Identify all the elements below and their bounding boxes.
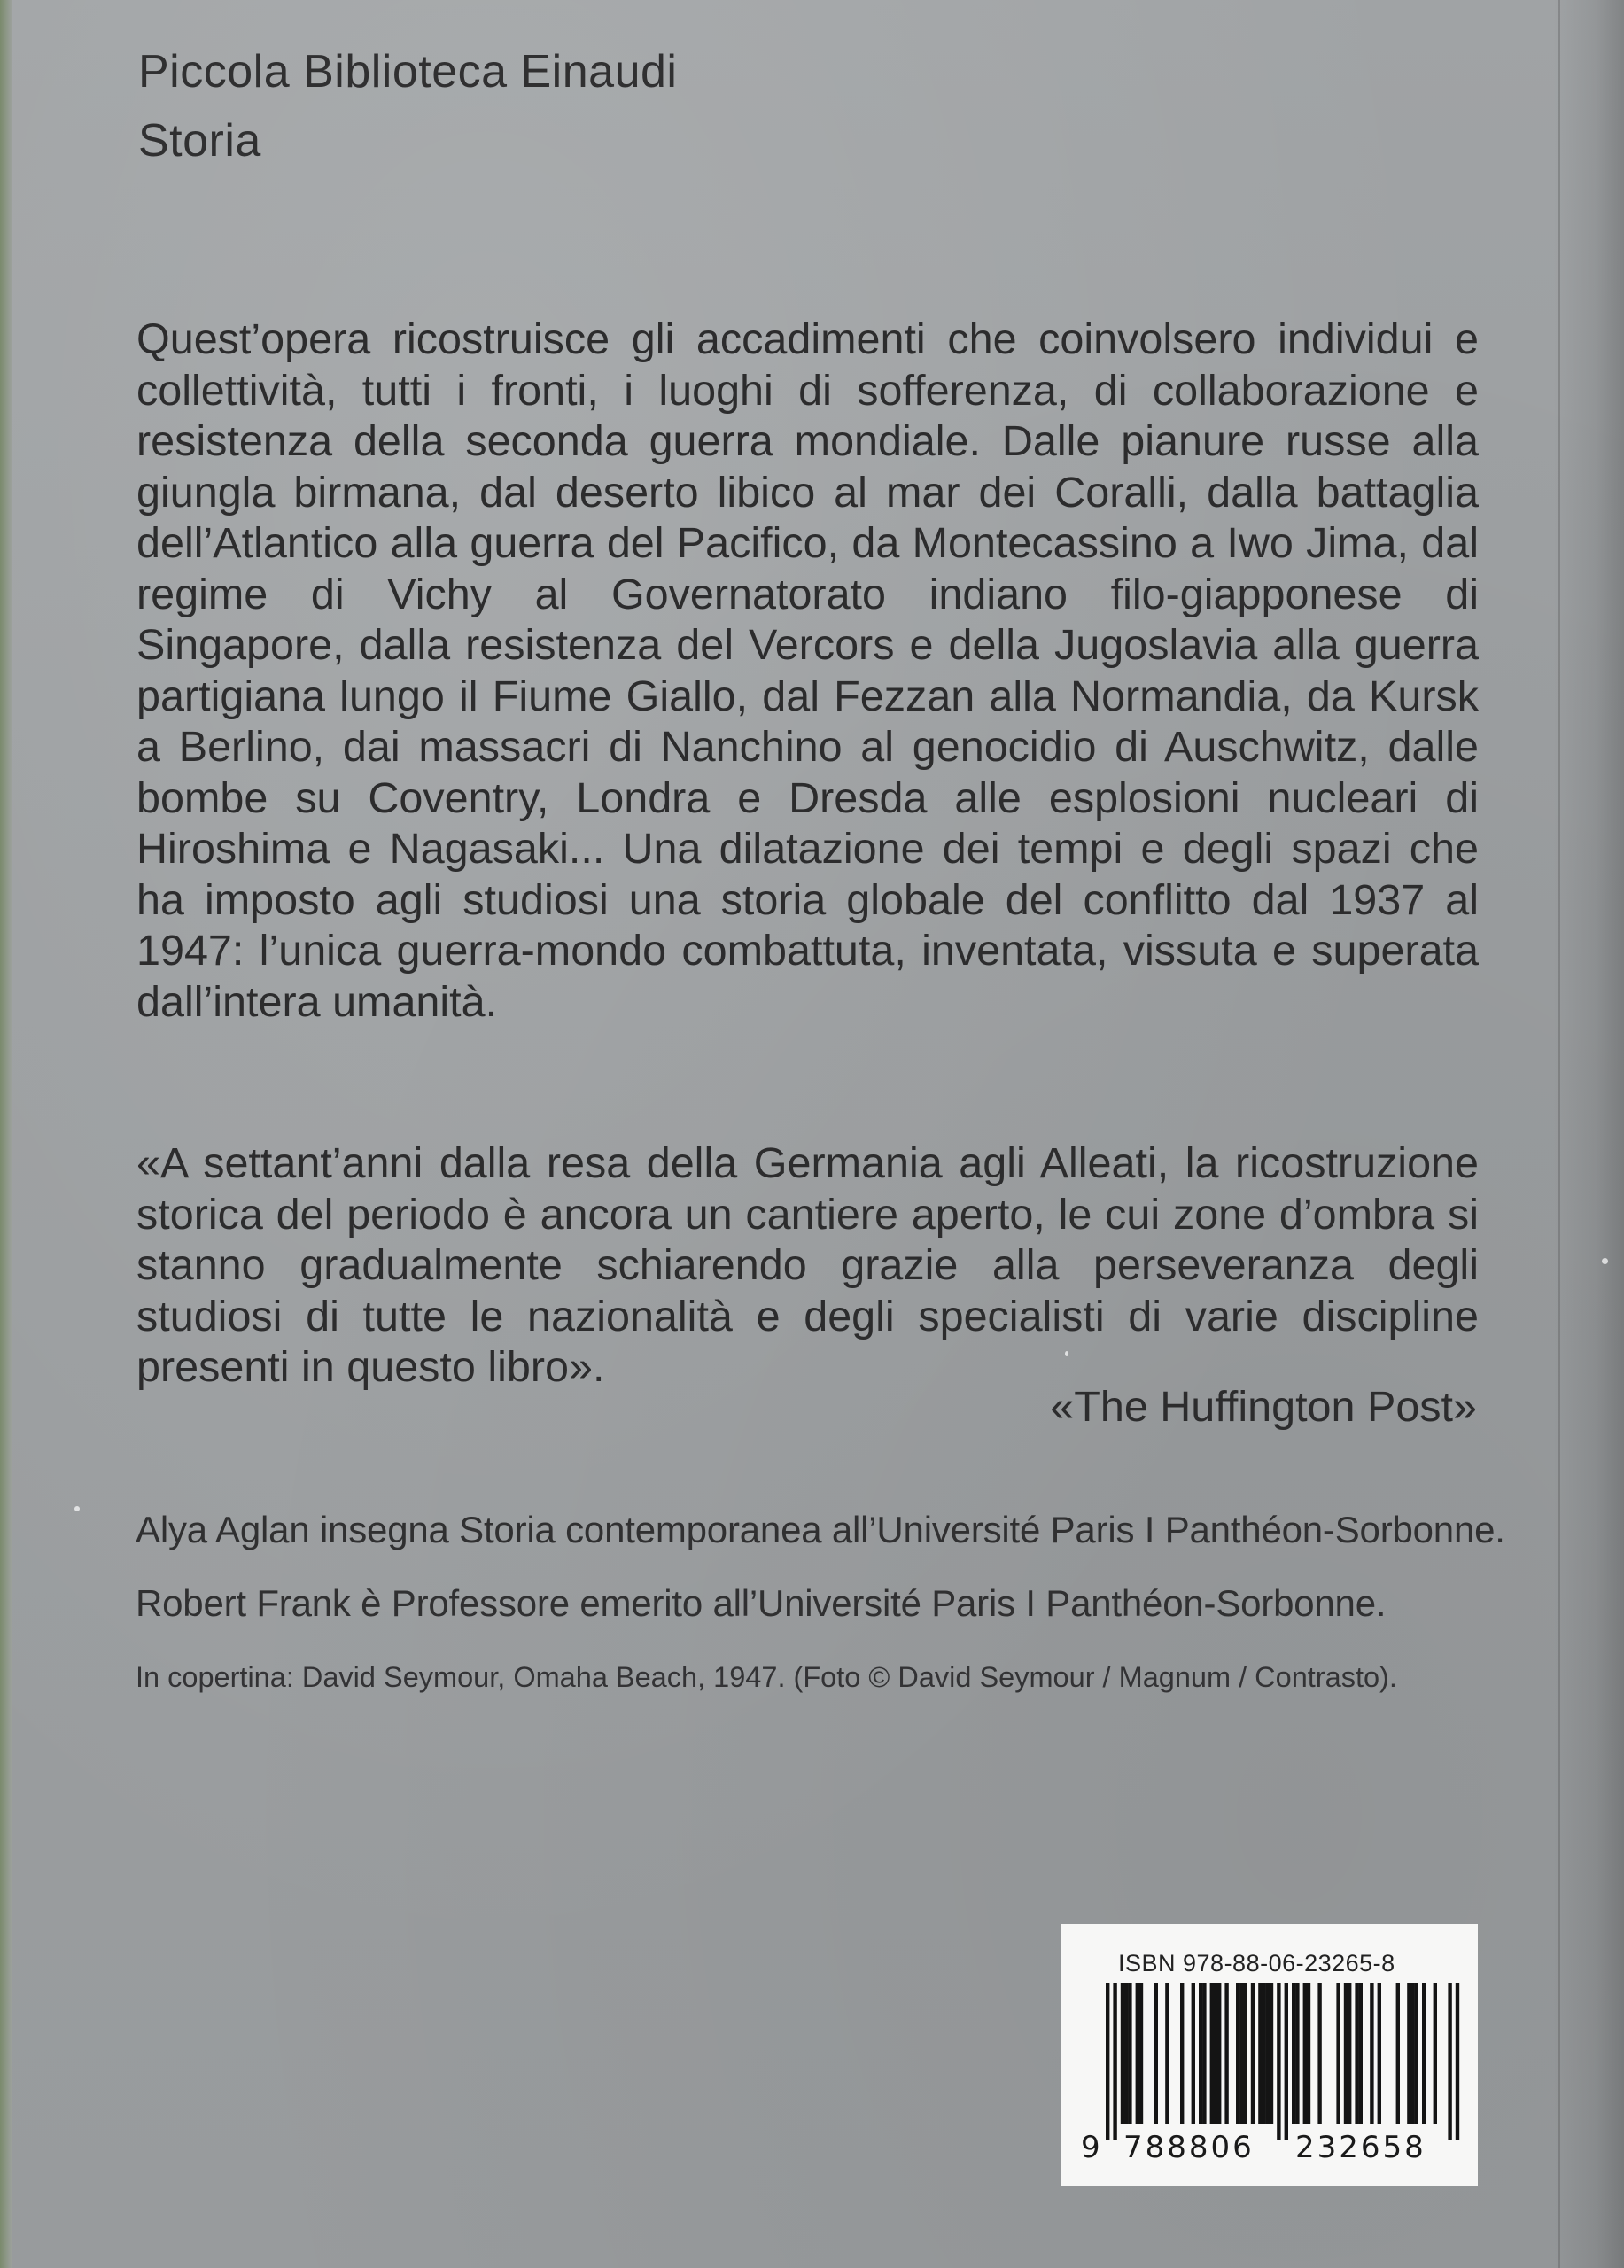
- isbn-label: ISBN 978-88-06-23265-8: [1118, 1950, 1395, 1977]
- barcode-guard-bar: [1106, 1983, 1109, 2140]
- barcode-bar: [1270, 1983, 1273, 2124]
- barcode-guard-bar: [1285, 1983, 1288, 2140]
- barcode-digits: [1081, 2130, 1467, 2165]
- barcode-bar: [1202, 1983, 1206, 2124]
- barcode-bar: [1344, 1983, 1348, 2124]
- cover-right-edge-shadow: [1553, 0, 1624, 2268]
- barcode-left-group: 788806: [1123, 2130, 1255, 2165]
- isbn-barcode-panel: [1061, 1924, 1478, 2186]
- barcode-bar: [1317, 1983, 1321, 2124]
- book-description: Quest’opera ricostruisce gli accadimenti che coinvolsero individui e collettività, tutti i fronti, i luoghi di sofferenza, di collaborazione e resistenza della seconda guerra mondiale. Dalle pianure russe alla giungla birmana, dal deserto libico al mar dei Coralli, dalla battaglia dell’Atlantico alla guerra del Pacifico, da Montecassino a Iwo Jima, dal regime di Vichy al Governatorato indiano filo-giapponese di Singapore, dalla resistenza del Vercors e della Jugoslavia alla guerra partigiana lungo il Fiume Giallo, dal Fezzan alla Normandia, da Kursk a Berlino, dai massacri di Nanchino al genocidio di Auschwitz, dalle bombe su Coventry, Londra e Dresda alle esplosioni nucleari di Hiroshima e Nagasaki... Una dilatazione dei tempi e degli spazi che ha imposto agli studiosi una storia globale del conflitto dal 1937 al 1947: l’unica guerra-mondo combattuta, inventata, vissuta e superata dall’intera umanità.: [136, 315, 1479, 1026]
- barcode-bar: [1266, 1983, 1270, 2124]
- scan-speck: [1602, 1258, 1608, 1264]
- cover-photo-credit: In copertina: David Seymour, Omaha Beach, 1947. (Foto © David Seymour / Magnum / Contrasto).: [136, 1661, 1397, 1693]
- barcode-bar: [1217, 1983, 1221, 2124]
- barcode-bar: [1251, 1983, 1255, 2124]
- barcode-bar: [1370, 1983, 1373, 2124]
- barcode-right-group: 232658: [1295, 2130, 1426, 2165]
- barcode-bar: [1224, 1983, 1228, 2124]
- barcode-bar: [1415, 1983, 1418, 2124]
- barcode-first-digit: 9: [1081, 2130, 1100, 2165]
- barcode-bar: [1410, 1983, 1414, 2124]
- press-quote-source: «The Huffington Post»: [1050, 1383, 1477, 1431]
- series-name: Piccola Biblioteca Einaudi: [138, 46, 678, 97]
- barcode-bar: [1139, 1983, 1143, 2124]
- barcode-bar: [1258, 1983, 1262, 2124]
- cover-spine-crease: [1558, 0, 1560, 2268]
- barcode-guard-bar: [1456, 1983, 1459, 2140]
- barcode-guard-bar: [1448, 1983, 1451, 2140]
- barcode-bar: [1407, 1983, 1410, 2124]
- barcode-bar: [1128, 1983, 1131, 2124]
- barcode-bar: [1336, 1983, 1340, 2124]
- barcode-bar: [1136, 1983, 1139, 2124]
- barcode-bar: [1124, 1983, 1128, 2124]
- barcode-bar: [1348, 1983, 1351, 2124]
- barcode-guard-bar: [1277, 1983, 1280, 2140]
- barcode-bar: [1295, 1983, 1299, 2124]
- barcode-bar: [1154, 1983, 1158, 2124]
- barcode-bar: [1165, 1983, 1169, 2124]
- barcode-bar: [1359, 1983, 1363, 2124]
- barcode-bar: [1236, 1983, 1239, 2124]
- barcode-bar: [1434, 1983, 1437, 2124]
- barcode-bar: [1121, 1983, 1124, 2124]
- barcode-bar: [1262, 1983, 1265, 2124]
- series-category: Storia: [138, 115, 261, 167]
- barcode-bars: [1081, 1983, 1467, 2140]
- barcode-bar: [1355, 1983, 1358, 2124]
- barcode-bar: [1378, 1983, 1381, 2124]
- barcode-bar: [1192, 1983, 1195, 2124]
- barcode-bar: [1303, 1983, 1307, 2124]
- author-bio-aglan: Alya Aglan insegna Storia contemporanea all’Université Paris I Panthéon-Sorbonne.: [136, 1509, 1505, 1550]
- press-quote: «A settant’anni dalla resa della Germania agli Alleati, la ricostruzione storica del periodo è ancora un cantiere aperto, le cui zone d’ombra si stanno gradualmente schiarendo grazie alla perseveranza degli studiosi di tutte le nazionalità e degli specialisti di varie discipline presenti in questo libro».: [136, 1139, 1479, 1391]
- cover-left-edge: [0, 0, 12, 2268]
- barcode-bar: [1292, 1983, 1295, 2124]
- barcode-bar: [1199, 1983, 1202, 2124]
- scan-speck: [74, 1506, 80, 1511]
- barcode-guard-bar: [1113, 1983, 1116, 2140]
- barcode-bar: [1396, 1983, 1400, 2124]
- barcode-bar: [1214, 1983, 1217, 2124]
- barcode-bar: [1239, 1983, 1243, 2124]
- barcode-bar: [1180, 1983, 1184, 2124]
- barcode-bar: [1422, 1983, 1426, 2124]
- barcode-bar: [1307, 1983, 1310, 2124]
- series-heading: [138, 37, 677, 175]
- barcode-bar: [1243, 1983, 1247, 2124]
- barcode-bar: [1210, 1983, 1214, 2124]
- author-bio-frank: Robert Frank è Professore emerito all’Université Paris I Panthéon-Sorbonne.: [136, 1582, 1387, 1624]
